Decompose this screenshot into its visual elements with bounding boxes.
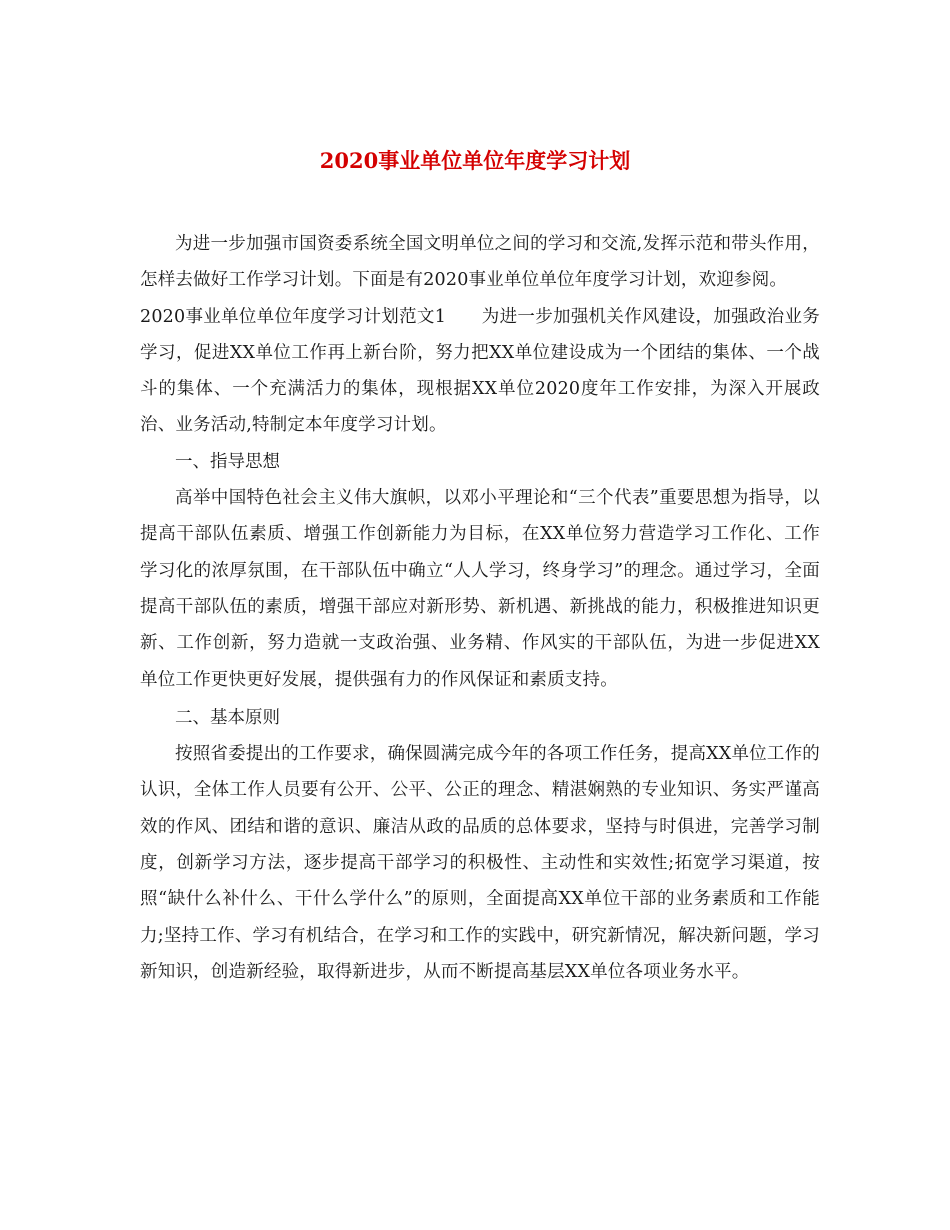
section-heading-basic-principles: 二、基本原则 [175, 707, 280, 728]
section-body-basic-principles: 按照省委提出的工作要求，确保圆满完成今年的各项工作任务，提高XX单位工作的认识，全体工作人员要有公开、公平、公正的理念、精湛娴熟的专业知识、务实严谨高效的作风、团结和谐的意识、廉洁从政的品质的总体要求，坚持与时俱进，完善学习制度，创新学习方法，逐步提高干部学习的积极性、主动性和实效性;拓宽学习渠道，按照“缺什么补什么、干什么学什么”的原则，全面提高XX单位干部的业务素质和工作能力;坚持工作、学习有机结合，在学习和工作的实践中，研究新情况，解决新问题，学习新知识，创造新经验，取得新进步，从而不断提高基层XX单位各项业务水平。 [140, 744, 820, 982]
sample-paragraph: 2020事业单位单位年度学习计划范文1 为进一步加强机关作风建设，加强政治业务学习，促进XX单位工作再上新台阶，努力把XX单位建设成为一个团结的集体、一个战斗的集体、一个充满活力的集体，现根据XX单位2020度年工作安排，为深入开展政治、业务活动,特制定本年度学习计划。 [140, 306, 820, 436]
document-title: 2020事业单位单位年度学习计划 [319, 148, 631, 173]
intro-paragraph: 为进一步加强市国资委系统全国文明单位之间的学习和交流,发挥示范和带头作用，怎样去做好工作学习计划。下面是有2020事业单位单位年度学习计划，欢迎参阅。 [140, 234, 820, 291]
document-body [140, 226, 820, 990]
section-heading-guiding-thought: 一、指导思想 [175, 451, 280, 472]
section-body-guiding-thought: 高举中国特色社会主义伟大旗帜，以邓小平理论和“三个代表”重要思想为指导，以提高干部队伍素质、增强工作创新能力为目标，在XX单位努力营造学习工作化、工作学习化的浓厚氛围，在干部队伍中确立“人人学习，终身学习”的理念。通过学习，全面提高干部队伍的素质，增强干部应对新形势、新机遇、新挑战的能力，积极推进知识更新、工作创新，努力造就一支政治强、业务精、作风实的干部队伍，为进一步促进XX单位工作更快更好发展，提供强有力的作风保证和素质支持。 [140, 488, 820, 690]
